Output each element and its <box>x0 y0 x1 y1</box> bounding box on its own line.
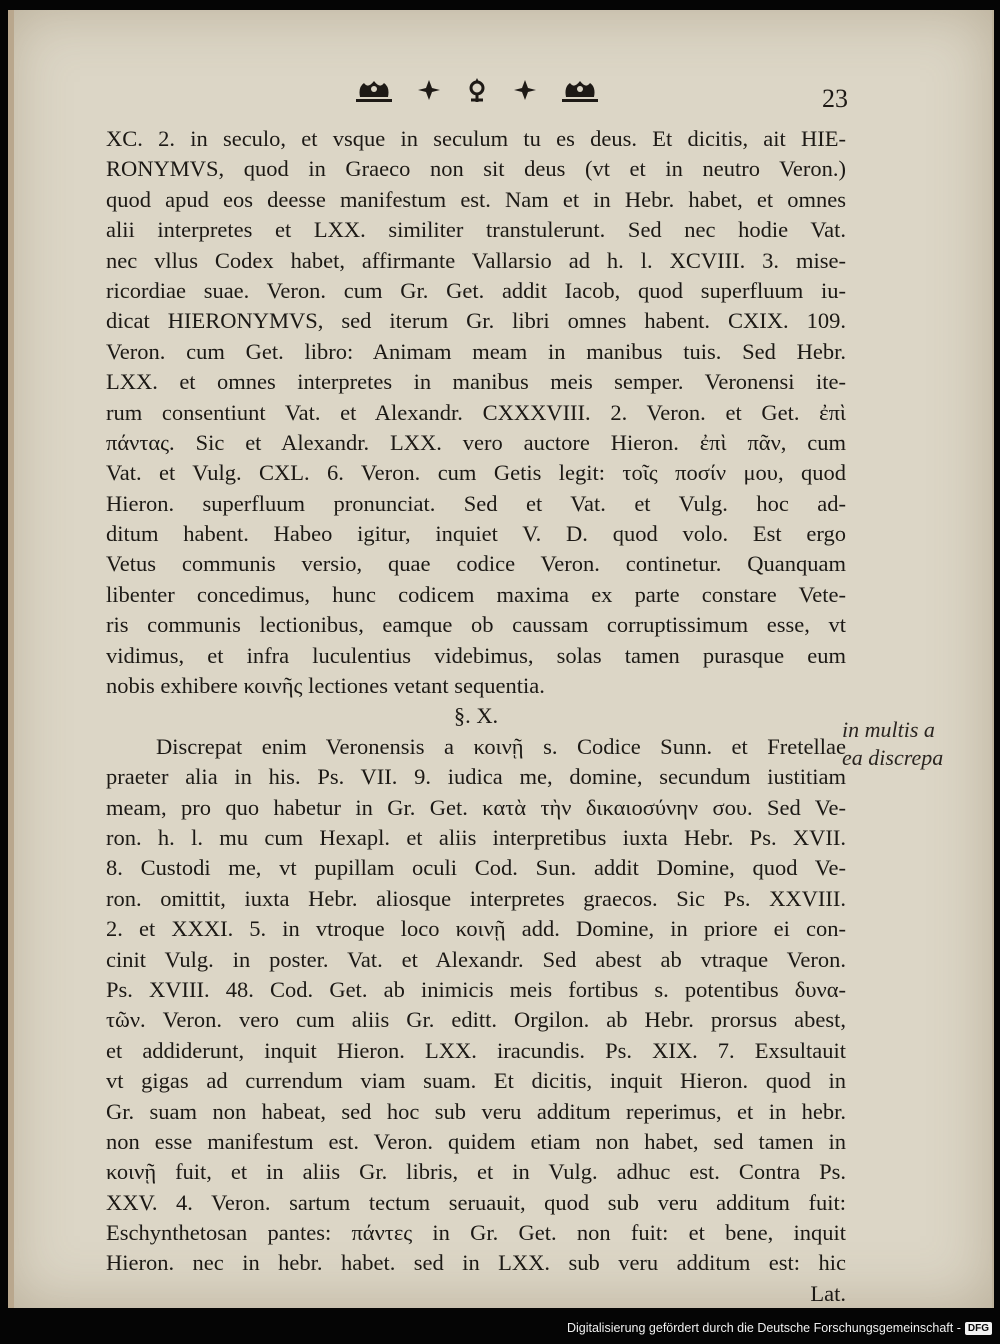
section-heading: §. X. <box>453 703 499 729</box>
catchword: Lat. <box>810 1280 846 1306</box>
text-line: alii interpretes et LXX. similiter transtulerunt. Sed nec hodie Vat. <box>106 217 846 243</box>
margin-note: in multis a <box>842 717 935 742</box>
text-line: τῶν. Veron. vero cum aliis Gr. editt. Orgilon. ab Hebr. prorsus abest, <box>106 1007 846 1033</box>
fleuron-icon <box>510 76 540 104</box>
text-line: κοινῇ fuit, et in aliis Gr. libris, et in Vulg. adhuc est. Contra Ps. <box>106 1159 846 1185</box>
text-line: Eschynthetosan pantes: πάντες in Gr. Get. non fuit: et bene, inquit <box>106 1220 846 1246</box>
text-line: cinit Vulg. in poster. Vat. et Alexandr. Sed abest ab vtraque Veron. <box>106 946 846 972</box>
text-line: Discrepat enim Veronensis a κοινῇ s. Codice Sunn. et Fretellae <box>156 733 846 759</box>
crown-ornament-icon <box>352 75 396 105</box>
header-ornament <box>352 72 602 108</box>
text-line: ron. h. l. mu cum Hexapl. et aliis interpretibus iuxta Hebr. Ps. XVII. <box>106 824 846 850</box>
text-line: praeter alia in his. Ps. VII. 9. iudica me, domine, secundum iustitiam <box>106 764 846 790</box>
text-line: 2. et XXXI. 5. in vtroque loco κοινῇ add. Domine, in priore ei con- <box>106 916 846 942</box>
text-line: ris communis lectionibus, eamque ob caussam corruptissimum esse, vt <box>106 612 846 638</box>
text-line: Gr. suam non habeat, sed hoc sub veru additum reperimus, et in hebr. <box>106 1098 846 1124</box>
text-line: πάντας. Sic et Alexandr. LXX. vero auctore Hieron. ἐπὶ πᾶν, cum <box>106 429 846 455</box>
text-line: non esse manifestum est. Veron. quidem etiam non habet, sed tamen in <box>106 1128 846 1154</box>
text-line: XXV. 4. Veron. sartum tectum seruauit, quod sub veru additum fuit: <box>106 1189 846 1215</box>
text-line: Veron. cum Get. libro: Animam meam in manibus tuis. Sed Hebr. <box>106 338 846 364</box>
fleuron-icon <box>414 76 444 104</box>
text-line: vt gigas ad currendum viam suam. Et dicitis, inquit Hieron. quod in <box>106 1068 846 1094</box>
text-line: Vat. et Vulg. CXL. 6. Veron. cum Getis legit: τοῖς ποσίν μου, quod <box>106 460 846 486</box>
floral-ornament-icon <box>462 76 492 104</box>
text-line: nobis exhibere κοινῆς lectiones vetant sequentia. <box>106 673 545 699</box>
margin-note: ea discrepa <box>842 745 944 770</box>
footer-credit: Digitalisierung gefördert durch die Deutsche Forschungsgemeinschaft - <box>566 1321 961 1335</box>
page-number: 23 <box>822 84 848 113</box>
text-line: 8. Custodi me, vt pupillam oculi Cod. Sun. addit Domine, quod Ve- <box>106 855 846 881</box>
text-line: Hieron. superfluum pronunciat. Sed et Vat. et Vulg. hoc ad- <box>106 490 846 516</box>
text-line: et addiderunt, inquit Hieron. LXX. iracundis. Ps. XIX. 7. Exsultauit <box>106 1037 846 1063</box>
text-line: ricordiae suae. Veron. cum Gr. Get. addit Iacob, quod superfluum iu- <box>106 277 846 303</box>
text-line: Ps. XVIII. 48. Cod. Get. ab inimicis meis fortibus s. potentibus δυνα- <box>106 976 846 1002</box>
dfg-logo-icon: DFG <box>965 1322 992 1335</box>
text-line: Vetus communis versio, quae codice Veron. continetur. Quanquam <box>106 551 846 577</box>
text-line: libenter concedimus, hunc codicem maxima ex parte constare Vete- <box>106 581 846 607</box>
crown-ornament-icon <box>558 75 602 105</box>
text-line: ditum habent. Habeo igitur, inquiet V. D. quod volo. Est ergo <box>106 521 846 547</box>
text-line: LXX. et omnes interpretes in manibus meis semper. Veronensi ite- <box>106 369 846 395</box>
digitization-footer <box>567 1321 992 1335</box>
text-line: dicat HIERONYMVS, sed iterum Gr. libri omnes habent. CXIX. 109. <box>106 308 846 334</box>
text-line: rum consentiunt Vat. et Alexandr. CXXXVIII. 2. Veron. et Get. ἐπὶ <box>106 399 846 425</box>
text-line: vidimus, et infra luculentius videbimus, solas tamen purasque eum <box>106 642 846 668</box>
text-line: nec vllus Codex habet, affirmante Vallarsio ad h. l. XCVIII. 3. mise- <box>106 247 846 273</box>
text-line: ron. omittit, iuxta Hebr. aliosque interpretes graecos. Sic Ps. XXVIII. <box>106 885 846 911</box>
text-line: RONYMVS, quod in Graeco non sit deus (vt et in neutro Veron.) <box>106 156 846 182</box>
text-line: Hieron. nec in hebr. habet. sed in LXX. sub veru additum est: hic <box>106 1250 846 1276</box>
page-binding-edge <box>8 10 14 1308</box>
body-text <box>106 124 846 1309</box>
text-line: quod apud eos deesse manifestum est. Nam et in Hebr. habet, et omnes <box>106 186 846 212</box>
text-line: meam, pro quo habetur in Gr. Get. κατὰ τὴν δικαιοσύνην σου. Sed Ve- <box>106 794 846 820</box>
text-line: XC. 2. in seculo, et vsque in seculum tu es deus. Et dicitis, ait HIE- <box>106 126 846 151</box>
